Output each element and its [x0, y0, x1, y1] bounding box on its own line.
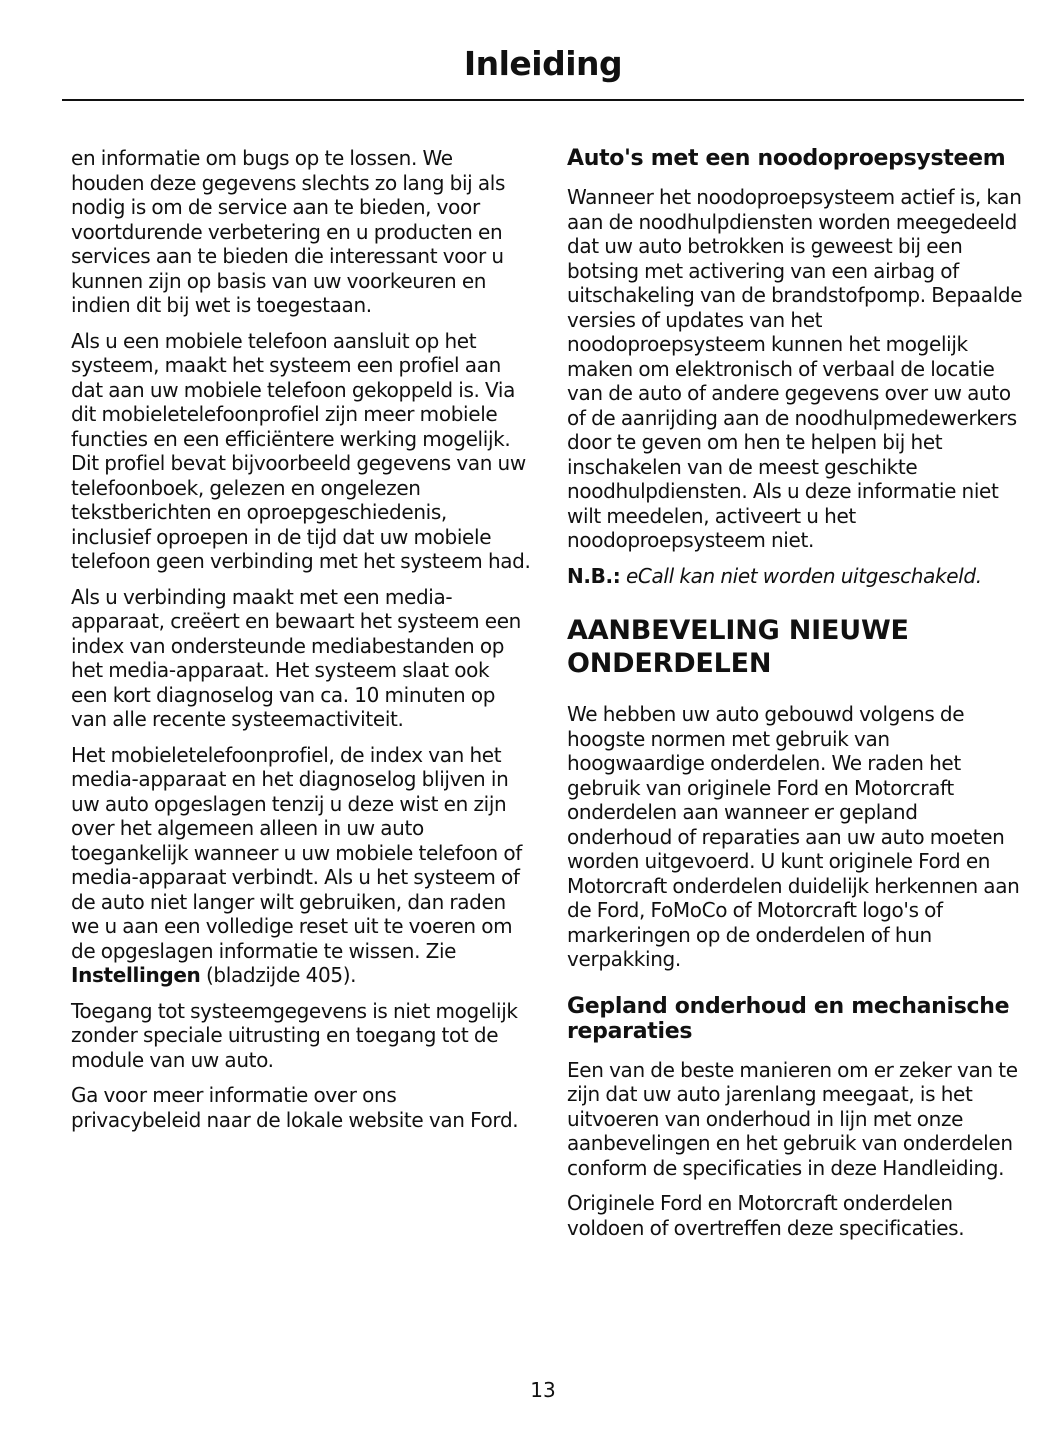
ecall-heading: Auto's met een noodoproepsysteem — [567, 146, 1006, 171]
left-column — [71, 146, 531, 1143]
page-title: Inleiding — [463, 44, 623, 83]
note-label: N.B.: — [567, 563, 621, 588]
right-column — [567, 146, 1025, 1251]
paragraph-ecall: Wanneer het noodoproepsysteem actief is, kan aan de noodhulpdiensten worden meegedeeld dat uw auto betrokken is geweest bij een botsing met activering van een airbag of uitschakeling van de brandstofpomp. Bepaalde versies of updates van het noodoproepsysteem kunnen het mogelijk maken om elektronisch of verbaal de locatie van de auto of andere gegevens over uw auto of de aanrijding aan de noodhulpmedewerkers door te geven om hen te helpen bij het inschakelen van de meest geschikte noodhulpdiensten. Als u deze informatie niet wilt meedelen, activeert u het noodoproepsysteem niet. — [567, 185, 1023, 552]
parts-section-heading: AANBEVELING NIEUWE ONDERDELEN — [567, 615, 909, 679]
settings-page-reference: (bladzijde 405). — [205, 963, 357, 987]
paragraph-genuine-parts: We hebben uw auto gebouwd volgens de hoogste normen met gebruik van hoogwaardige onderdelen. We raden het gebruik van originele Ford en Motorcraft onderdelen aan wanneer er gepland onderhoud of reparaties aan uw auto moeten worden uitgevoerd. U kunt originele Ford en Motorcraft onderdelen duidelijk herkennen aan de Ford, FoMoCo of Motorcraft logo's of markeringen op de onderdelen of hun verpakking. — [567, 702, 1020, 971]
paragraph-privacy-policy: Ga voor meer informatie over ons privacybeleid naar de lokale website van Ford. — [71, 1083, 519, 1132]
paragraph-data-storage — [71, 743, 531, 988]
paragraph-bug-info: en informatie om bugs op te lossen. We houden deze gegevens slechts zo lang bij als nodig is om de service aan te bieden, voor voortdurende verbetering en u producten en services aan te bieden die interessant voor u kunnen zijn op basis van uw voorkeuren en indien dit bij wet is toegestaan. — [71, 146, 506, 317]
paragraph-maintenance: Een van de beste manieren om er zeker van te zijn dat uw auto jarenlang meegaat, is het uitvoeren van onderhoud in lijn met onze aanbevelingen en het gebruik van onderdelen conform de specificaties in deze Handleiding. — [567, 1057, 1018, 1180]
page-number: 13 — [530, 1378, 556, 1402]
paragraph-system-access: Toegang tot systeemgegevens is niet mogelijk zonder speciale uitrusting en toegang tot de module van uw auto. — [71, 998, 518, 1072]
maintenance-heading: Gepland onderhoud en mechanische reparaties — [567, 993, 1010, 1044]
ecall-note — [567, 564, 1025, 589]
note-text: eCall kan niet worden uitgeschakeld. — [625, 563, 982, 588]
paragraph-media-device: Als u verbinding maakt met een media-apparaat, creëert en bewaart het systeem een index van ondersteunde mediabestanden op het media-apparaat. Het systeem slaat ook een kort diagnoselog van ca. 10 minuten op van alle recente systeemactiviteit. — [71, 584, 521, 731]
data-storage-text: Het mobieletelefoonprofiel, de index van het media-apparaat en het diagnoselog blijven in uw auto opgeslagen tenzij u deze wist en zijn over het algemeen alleen in uw auto toegankelijk wanneer u uw mobiele telefoon of media-apparaat verbindt. Als u het systeem of de auto niet langer wilt gebruiken, dan raden we u aan een volledige reset uit te voeren om de opgeslagen informatie te wissen. Zie — [71, 742, 522, 963]
paragraph-specifications: Originele Ford en Motorcraft onderdelen voldoen of overtreffen deze specificaties. — [567, 1191, 965, 1240]
paragraph-phone-profile: Als u een mobiele telefoon aansluit op het systeem, maakt het systeem een profiel aan dat aan uw mobiele telefoon gekoppeld is. Via dit mobieletelefoonprofiel zijn meer mobiele functies en een efficiëntere werking mogelijk. Dit profiel bevat bijvoorbeeld gegevens van uw telefoonboek, gelezen en ongelezen tekstberichten en oproepgeschiedenis, inclusief oproepen in de tijd dat uw mobiele telefoon geen verbinding met het systeem had. — [71, 328, 531, 573]
title-divider — [62, 99, 1024, 101]
settings-reference-link[interactable]: Instellingen — [71, 963, 201, 987]
